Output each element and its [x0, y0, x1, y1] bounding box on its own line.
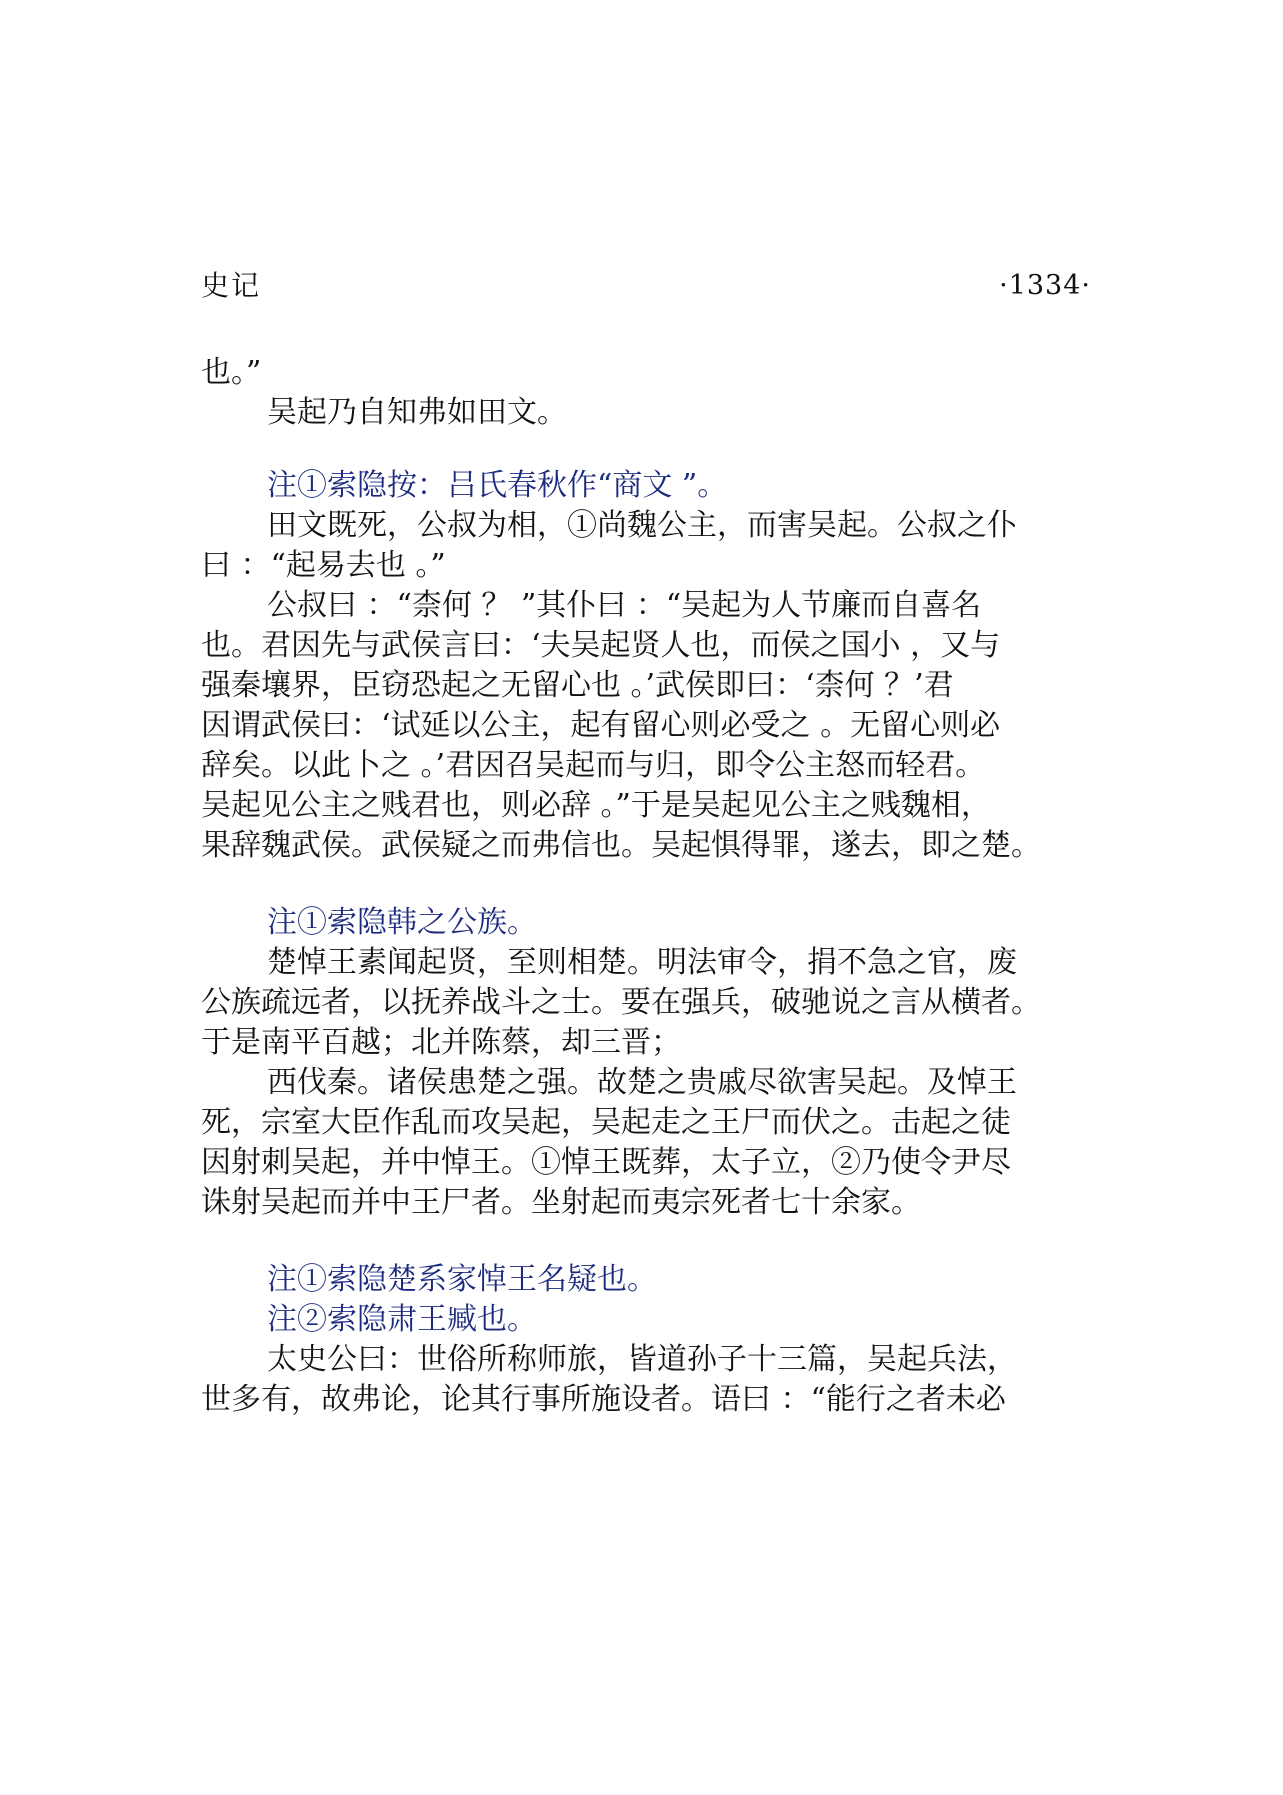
paragraph-line: 吴起乃自知弗如田文。: [267, 395, 567, 430]
text-line: 果辞魏武侯。武侯疑之而弗信也。吴起惧得罪，遂去，即之楚。: [201, 828, 1041, 863]
text-line: 死，宗室大臣作乱而攻吴起，吴起走之王尸而伏之。击起之徒: [201, 1105, 1011, 1140]
text-line: 因谓武侯曰：‘试延以公主，起有留心则必受之 。无留心则必: [201, 708, 1001, 743]
text-line: 辞矣。以此卜之 。’君因召吴起而与归，即令公主怒而轻君。: [201, 748, 986, 783]
annotation-note: 注②索隐肃王臧也。: [267, 1302, 537, 1337]
annotation-note: 注①索隐韩之公族。: [267, 905, 537, 940]
page-header: [201, 266, 1091, 306]
text-line: 曰 ：“起易去也 。”: [201, 548, 446, 583]
paragraph-line: 太史公曰：世俗所称师旅，皆道孙子十三篇，吴起兵法，: [267, 1342, 1017, 1377]
text-line: 公族疏远者，以抚养战斗之士。要在强兵，破驰说之言从横者。: [201, 985, 1041, 1020]
text-line: 世多有，故弗论，论其行事所施设者。语曰 ：“能行之者未必: [201, 1382, 1006, 1417]
text-line: 诛射吴起而并中王尸者。坐射起而夷宗死者七十余家。: [201, 1185, 921, 1220]
text-line: 也。君因先与武侯言曰：‘夫吴起贤人也，而侯之国小 ，又与: [201, 628, 1001, 663]
text-line: 吴起见公主之贱君也，则必辞 。”于是吴起见公主之贱魏相，: [201, 788, 991, 823]
paragraph-line: 公叔曰 ：“柰何 ？ ”其仆曰 ：“吴起为人节廉而自喜名: [267, 588, 982, 623]
paragraph-line: 楚悼王素闻起贤，至则相楚。明法审令，捐不急之官，废: [267, 945, 1017, 980]
page-number: ·1334·: [999, 270, 1091, 301]
annotation-note: 注①索隐按：吕氏春秋作“商文 ”。: [267, 468, 728, 503]
text-line: 强秦壤界，臣窃恐起之无留心也 。’武侯即曰：‘柰何 ？’君: [201, 668, 954, 703]
paragraph-line: 西伐秦。诸侯患楚之强。故楚之贵戚尽欲害吴起。及悼王: [267, 1065, 1017, 1100]
text-line: 于是南平百越；北并陈蔡，却三晋；: [201, 1025, 681, 1060]
paragraph-line: 田文既死，公叔为相，①尚魏公主，而害吴起。公叔之仆: [267, 508, 1017, 543]
annotation-note: 注①索隐楚系家悼王名疑也。: [267, 1262, 657, 1297]
book-title: 史记: [201, 269, 262, 302]
text-line: 也。”: [201, 355, 262, 390]
text-line: 因射刺吴起，并中悼王。①悼王既葬，太子立，②乃使令尹尽: [201, 1145, 1011, 1180]
